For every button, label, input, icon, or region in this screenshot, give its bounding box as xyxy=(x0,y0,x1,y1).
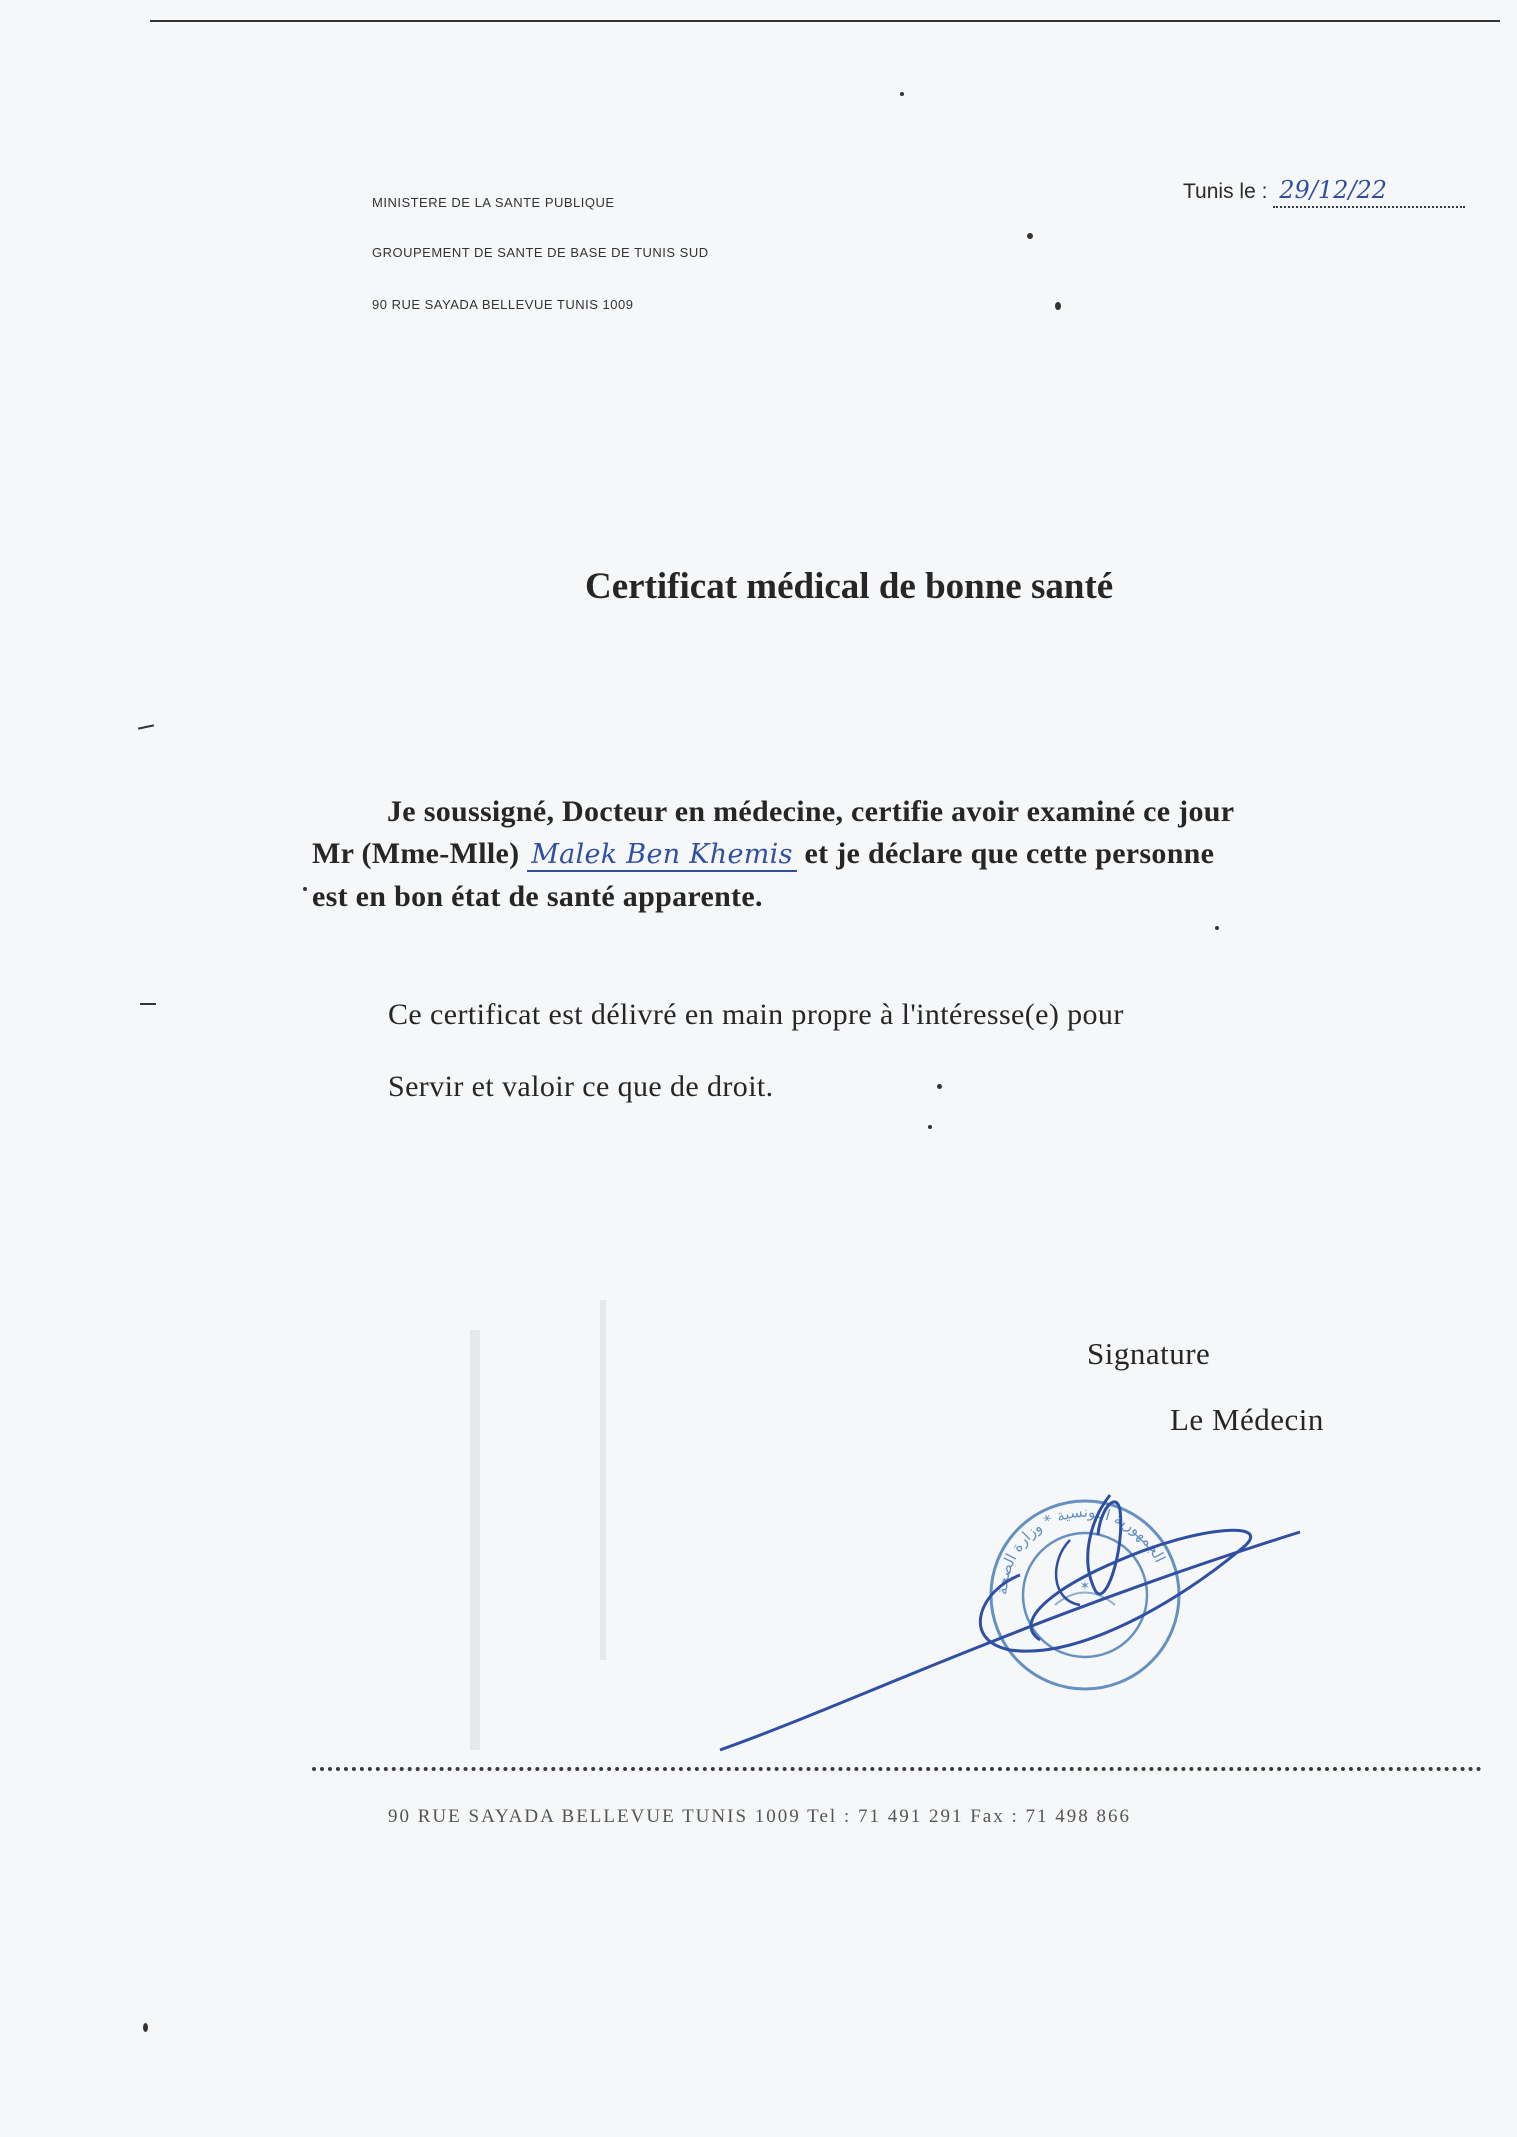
body-line-2-suffix: et je déclare que cette personne xyxy=(804,837,1215,870)
footer-dotted-rule xyxy=(312,1767,1482,1771)
paragraph2-line-1: Ce certificat est délivré en main propre à l'intéresse(e) pour xyxy=(388,998,1124,1031)
footer-contact: 90 RUE SAYADA BELLEVUE TUNIS 1009 Tel : 71 491 291 Fax : 71 498 866 xyxy=(388,1806,1131,1827)
scan-speck xyxy=(900,92,904,96)
scan-mark xyxy=(140,1003,156,1005)
date-handwritten: 29/12/22 xyxy=(1273,176,1465,208)
scan-speck xyxy=(1055,302,1061,310)
salutation-label: Mr (Mme-Mlle) xyxy=(312,837,520,870)
date-block xyxy=(1183,176,1465,208)
patient-name-handwritten: Malek Ben Khemis xyxy=(527,839,797,872)
signature-label: Signature xyxy=(1087,1336,1211,1371)
scan-streak xyxy=(600,1300,606,1660)
scan-speck xyxy=(1215,926,1219,930)
paragraph2-line-2: Servir et valoir ce que de droit. xyxy=(388,1070,774,1103)
header-group: GROUPEMENT DE SANTE DE BASE DE TUNIS SUD xyxy=(372,245,709,260)
svg-text:✶: ✶ xyxy=(1079,1579,1091,1594)
scan-speck xyxy=(303,887,307,891)
header-address: 90 RUE SAYADA BELLEVUE TUNIS 1009 xyxy=(372,297,634,312)
body-line-1: Je soussigné, Docteur en médecine, certifie avoir examiné ce jour xyxy=(387,795,1235,828)
svg-text:الجمهورية التونسية * وزارة الص: الجمهورية التونسية * وزارة الصحة xyxy=(992,1502,1170,1596)
scan-speck xyxy=(937,1084,942,1089)
body-line-2 xyxy=(312,837,1214,872)
scan-speck xyxy=(1027,233,1033,239)
certificate-title: Certificat médical de bonne santé xyxy=(585,566,1114,607)
scan-speck xyxy=(928,1125,932,1129)
date-label: Tunis le : xyxy=(1183,180,1268,203)
doctor-role-label: Le Médecin xyxy=(1170,1402,1324,1437)
header-ministry: MINISTERE DE LA SANTE PUBLIQUE xyxy=(372,195,615,210)
scan-mark xyxy=(138,724,154,729)
top-rule xyxy=(150,20,1500,22)
body-line-3: est en bon état de santé apparente. xyxy=(312,880,763,913)
doctor-signature xyxy=(680,1480,1320,1780)
scan-streak xyxy=(470,1330,480,1750)
scan-speck xyxy=(143,2023,148,2032)
